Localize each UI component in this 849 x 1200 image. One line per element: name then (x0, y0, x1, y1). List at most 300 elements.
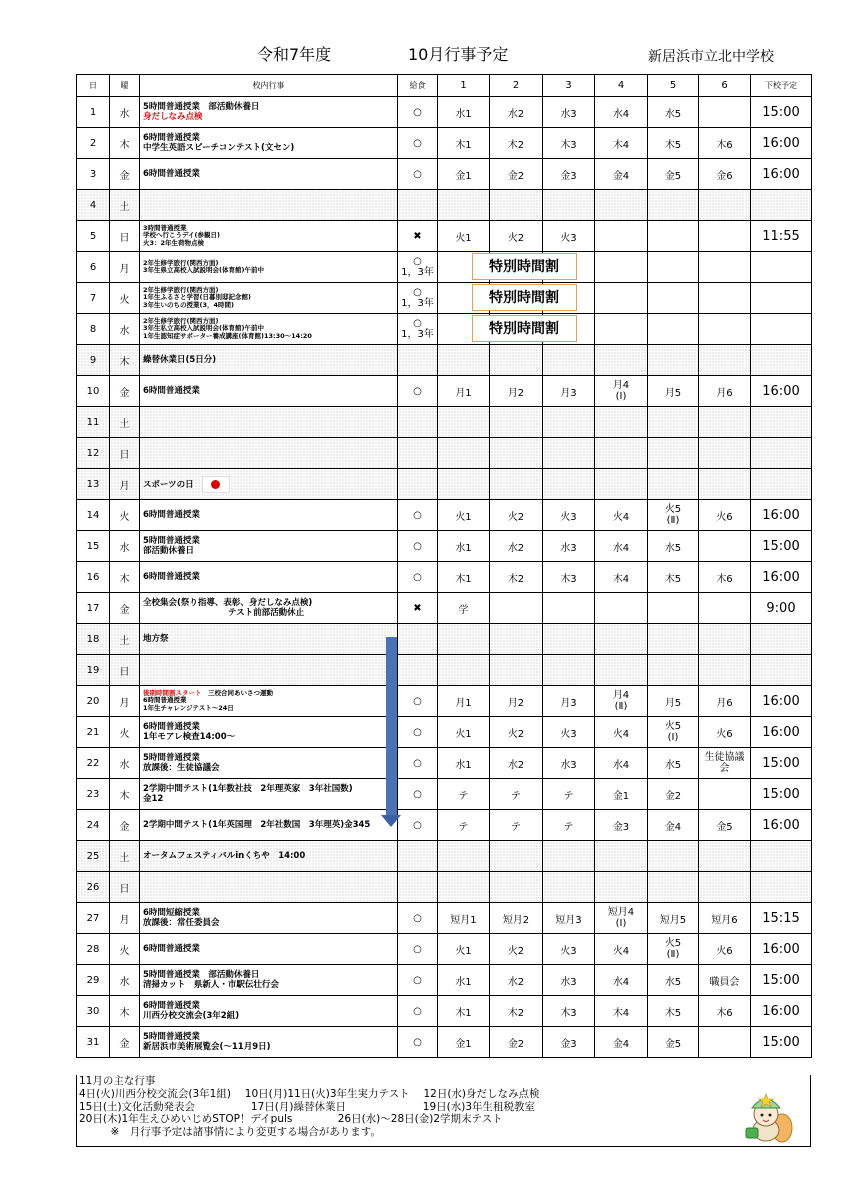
event-cell (140, 438, 398, 469)
schedule-table (76, 74, 812, 1058)
table-row (77, 376, 812, 407)
period-3-cell: テ (543, 810, 595, 841)
dismissal-time: 16:00 (751, 810, 812, 841)
event-cell (140, 469, 398, 500)
period-1-cell (438, 407, 490, 438)
period-3-cell (543, 438, 595, 469)
dismissal-time (751, 624, 812, 655)
period-1-cell: テ (438, 779, 490, 810)
meal-mark: ○ (413, 819, 422, 831)
table-row (77, 407, 812, 438)
event-cell (140, 996, 398, 1027)
footer-line: 15日(土)文化活動発表会 17日(月)繰替休業日 19日(水)3年生租税教室 (79, 1100, 536, 1113)
period-4-cell: 水4 (595, 748, 648, 779)
period-2-cell: 火2 (490, 717, 543, 748)
period-5-cell (648, 872, 699, 903)
day-number: 27 (77, 903, 110, 934)
dismissal-time (751, 345, 812, 376)
event-line: 6時間普通授業 (143, 386, 200, 396)
period-1-cell: 水1 (438, 748, 490, 779)
event-line: 6時間普通授業 (143, 572, 200, 582)
period-subject: 月4 (612, 380, 630, 391)
day-of-week: 月 (110, 469, 140, 500)
day-of-week: 水 (110, 314, 140, 345)
period-3-cell: 火3 (543, 221, 595, 252)
period-3-cell: 金3 (543, 159, 595, 190)
period-3-cell: 水3 (543, 965, 595, 996)
event-cell (140, 934, 398, 965)
period-6-cell (699, 283, 751, 314)
period-4-cell (595, 314, 648, 345)
period-5-cell: 金2 (648, 779, 699, 810)
school-name: 新居浜市立北中学校 (648, 49, 774, 65)
day-of-week: 金 (110, 593, 140, 624)
event-cell (140, 97, 398, 128)
table-row (77, 190, 812, 221)
event-line-rest: 三校合同あいさつ運動 (201, 688, 273, 697)
meal-cell (398, 128, 438, 159)
event-cell (140, 779, 398, 810)
day-of-week: 木 (110, 779, 140, 810)
meal-mark: ○ (413, 287, 422, 298)
dismissal-time: 15:00 (751, 748, 812, 779)
period-1-cell (438, 624, 490, 655)
meal-cell (398, 221, 438, 252)
dismissal-time: 9:00 (751, 593, 812, 624)
dismissal-time: 15:15 (751, 903, 812, 934)
period-6-cell (699, 1027, 751, 1058)
meal-grades: 1，3年 (401, 298, 434, 309)
day-of-week: 日 (110, 438, 140, 469)
period-5-cell: 月5 (648, 376, 699, 407)
period-5-cell (648, 841, 699, 872)
event-line: オータムフェスティバルinくちや 14:00 (143, 851, 306, 861)
day-number: 7 (77, 283, 110, 314)
period-1-cell: 学 (438, 593, 490, 624)
event-cell (140, 376, 398, 407)
day-number: 2 (77, 128, 110, 159)
table-row (77, 841, 812, 872)
table-row (77, 283, 812, 314)
event-cell (140, 841, 398, 872)
period-1-cell (438, 345, 490, 376)
table-row (77, 748, 812, 779)
period-note: 会 (719, 763, 730, 774)
period-6-cell (699, 748, 751, 779)
period-1-cell: 月1 (438, 376, 490, 407)
event-line: 身だしなみ点検 (143, 112, 203, 122)
meal-cell (398, 996, 438, 1027)
period-subject: 短月4 (607, 907, 635, 918)
day-number: 15 (77, 531, 110, 562)
event-cell (140, 159, 398, 190)
day-of-week: 月 (110, 252, 140, 283)
day-number: 18 (77, 624, 110, 655)
period-4-cell (595, 221, 648, 252)
period-6-cell (699, 190, 751, 221)
meal-mark: ○ (413, 256, 422, 267)
table-row (77, 159, 812, 190)
event-line: 6時間普通授業 (143, 696, 187, 705)
period-6-cell (699, 531, 751, 562)
table-row (77, 934, 812, 965)
period-2-cell: 短月2 (490, 903, 543, 934)
meal-mark: ○ (413, 318, 422, 329)
special-schedule-box: 特別時間割 (472, 253, 577, 280)
day-number: 29 (77, 965, 110, 996)
period-3-cell: 水3 (543, 97, 595, 128)
period-4-cell (595, 469, 648, 500)
footer-line: 20日(木)1年生えひめいじめSTOP！デイpuls 26日(水)～28日(金)2学期末テスト (79, 1113, 503, 1126)
period-4-cell (595, 190, 648, 221)
header-meal: 給食 (398, 75, 438, 97)
period-1-cell: 金1 (438, 159, 490, 190)
period-3-cell (543, 655, 595, 686)
test-period-arrow (386, 637, 397, 819)
header-dow: 曜 (110, 75, 140, 97)
day-of-week: 月 (110, 686, 140, 717)
period-subject: 火5 (664, 938, 682, 949)
day-of-week: 日 (110, 221, 140, 252)
meal-cell (398, 283, 438, 314)
event-line: 1年生チャレンジテスト～24日 (143, 703, 234, 712)
period-4-cell: 金1 (595, 779, 648, 810)
day-of-week: 金 (110, 810, 140, 841)
period-1-cell: 火1 (438, 717, 490, 748)
meal-mark: ✖ (413, 602, 422, 614)
day-number: 5 (77, 221, 110, 252)
dismissal-time (751, 655, 812, 686)
meal-cell (398, 903, 438, 934)
meal-mark: ✖ (413, 230, 422, 242)
day-number: 4 (77, 190, 110, 221)
period-4-cell (595, 686, 648, 717)
period-1-cell (438, 841, 490, 872)
event-cell (140, 128, 398, 159)
day-number: 8 (77, 314, 110, 345)
period-5-cell (648, 190, 699, 221)
day-number: 12 (77, 438, 110, 469)
event-line: 1年生認知症サポーター養成講座(体育館)13:30～14:20 (143, 331, 312, 340)
period-3-cell: 木3 (543, 128, 595, 159)
meal-mark: ○ (413, 540, 422, 552)
day-number: 20 (77, 686, 110, 717)
day-of-week: 日 (110, 655, 140, 686)
table-row (77, 500, 812, 531)
meal-cell (398, 252, 438, 283)
header-period-1: 1 (438, 75, 490, 97)
period-2-cell: テ (490, 810, 543, 841)
period-6-cell (699, 438, 751, 469)
period-3-cell (543, 469, 595, 500)
table-row (77, 252, 812, 283)
period-3-cell: 金3 (543, 1027, 595, 1058)
period-2-cell: 月2 (490, 376, 543, 407)
period-1-cell: 木1 (438, 128, 490, 159)
period-6-cell (699, 872, 751, 903)
day-number: 13 (77, 469, 110, 500)
event-cell (140, 314, 398, 345)
period-2-cell: 火2 (490, 934, 543, 965)
period-4-cell: 火4 (595, 717, 648, 748)
day-of-week: 土 (110, 407, 140, 438)
dismissal-time: 15:00 (751, 531, 812, 562)
meal-cell (398, 872, 438, 903)
day-of-week: 月 (110, 903, 140, 934)
period-4-cell (595, 624, 648, 655)
period-3-cell: 月3 (543, 686, 595, 717)
period-6-cell: 金6 (699, 159, 751, 190)
event-line: 放課後：生徒協議会 (143, 763, 220, 773)
meal-cell (398, 593, 438, 624)
period-note: (Ⅱ) (666, 515, 680, 526)
dismissal-time: 16:00 (751, 376, 812, 407)
table-row (77, 996, 812, 1027)
meal-cell (398, 841, 438, 872)
event-line: 6時間普通授業 (143, 169, 200, 179)
event-cell (140, 531, 398, 562)
period-6-cell: 火6 (699, 934, 751, 965)
meal-mark: ○ (413, 571, 422, 583)
dismissal-time (751, 438, 812, 469)
day-of-week: 火 (110, 500, 140, 531)
dismissal-time: 15:00 (751, 1027, 812, 1058)
dismissal-time: 16:00 (751, 500, 812, 531)
header-period-2: 2 (490, 75, 543, 97)
period-4-cell: 火4 (595, 934, 648, 965)
period-5-cell: 短月5 (648, 903, 699, 934)
meal-mark: ○ (413, 509, 422, 521)
dismissal-time: 16:00 (751, 686, 812, 717)
period-6-cell: 火6 (699, 500, 751, 531)
event-cell (140, 1027, 398, 1058)
period-6-cell: 月6 (699, 376, 751, 407)
period-5-cell (648, 314, 699, 345)
period-6-cell (699, 407, 751, 438)
meal-cell (398, 655, 438, 686)
meal-cell (398, 686, 438, 717)
event-line: 2年生修学旅行(関西方面) (143, 316, 219, 325)
period-5-cell (648, 283, 699, 314)
event-line: 5時間普通授業 部活動休養日 (143, 970, 260, 980)
event-line: 地方祭 (143, 634, 169, 644)
dismissal-time: 16:00 (751, 128, 812, 159)
period-2-cell: 水2 (490, 748, 543, 779)
day-number: 17 (77, 593, 110, 624)
table-row (77, 438, 812, 469)
period-6-cell: 木6 (699, 128, 751, 159)
period-6-cell: 火6 (699, 717, 751, 748)
period-4-cell (595, 872, 648, 903)
period-4-cell: 火4 (595, 500, 648, 531)
event-cell (140, 717, 398, 748)
table-row (77, 97, 812, 128)
day-number: 14 (77, 500, 110, 531)
period-3-cell (543, 624, 595, 655)
table-row (77, 624, 812, 655)
event-line: 1年モアレ検査14:00～ (143, 732, 236, 742)
period-5-cell: 木5 (648, 996, 699, 1027)
period-2-cell: 木2 (490, 128, 543, 159)
period-3-cell: 火3 (543, 717, 595, 748)
event-cell (140, 965, 398, 996)
period-1-cell: 火1 (438, 221, 490, 252)
period-subject: 火5 (664, 504, 682, 515)
day-number: 16 (77, 562, 110, 593)
meal-cell (398, 438, 438, 469)
event-line: 金12 (143, 794, 164, 804)
day-number: 31 (77, 1027, 110, 1058)
dismissal-time (751, 407, 812, 438)
event-line: 3年生県立高校入試説明会(体育館)午前中 (143, 266, 264, 274)
period-5-cell (648, 252, 699, 283)
period-3-cell: 短月3 (543, 903, 595, 934)
period-3-cell: 月3 (543, 376, 595, 407)
meal-cell (398, 469, 438, 500)
day-number: 11 (77, 407, 110, 438)
meal-cell (398, 624, 438, 655)
event-cell (140, 624, 398, 655)
period-note: (Ⅱ) (666, 949, 680, 960)
meal-mark: ○ (413, 1005, 422, 1017)
period-3-cell (543, 841, 595, 872)
table-row (77, 531, 812, 562)
meal-cell (398, 810, 438, 841)
event-cell (140, 345, 398, 376)
period-5-cell (648, 655, 699, 686)
period-3-cell: 水3 (543, 531, 595, 562)
day-of-week: 金 (110, 1027, 140, 1058)
period-2-cell: 木2 (490, 996, 543, 1027)
meal-cell (398, 314, 438, 345)
period-1-cell: 水1 (438, 965, 490, 996)
meal-cell (398, 965, 438, 996)
period-6-cell: 木6 (699, 996, 751, 1027)
dismissal-time: 11:55 (751, 221, 812, 252)
period-3-cell: 火3 (543, 500, 595, 531)
meal-mark: ○ (413, 1036, 422, 1048)
period-5-cell (648, 407, 699, 438)
period-5-cell: 月5 (648, 686, 699, 717)
event-line: 新居浜市美術展覧会(～11月9日) (143, 1042, 271, 1052)
period-1-cell: テ (438, 810, 490, 841)
period-2-cell (490, 655, 543, 686)
period-1-cell: 月1 (438, 686, 490, 717)
header-row (77, 75, 812, 97)
meal-mark: ○ (413, 974, 422, 986)
period-6-cell (699, 593, 751, 624)
event-line: 2年生修学旅行(関西方面) (143, 258, 219, 267)
meal-mark: ○ (413, 168, 422, 180)
period-6-cell (699, 469, 751, 500)
day-number: 30 (77, 996, 110, 1027)
period-4-cell (595, 407, 648, 438)
event-line: 5時間普通授業 (143, 536, 200, 546)
footer-note: ※ 月行事予定は諸事情により変更する場合があります。 (79, 1126, 381, 1139)
period-5-cell (648, 934, 699, 965)
table-row (77, 221, 812, 252)
event-line: 6時間普通授業 (143, 133, 200, 143)
dismissal-time: 16:00 (751, 934, 812, 965)
table-row (77, 717, 812, 748)
table-row (77, 469, 812, 500)
event-cell (140, 283, 398, 314)
meal-cell (398, 345, 438, 376)
table-row (77, 655, 812, 686)
arrow-head-icon (381, 815, 401, 827)
period-1-cell: 金1 (438, 1027, 490, 1058)
period-2-cell: 木2 (490, 562, 543, 593)
meal-cell (398, 159, 438, 190)
period-1-cell: 水1 (438, 531, 490, 562)
day-of-week: 土 (110, 841, 140, 872)
footer-title: 11月の主な行事 (79, 1075, 156, 1087)
period-4-cell: 水4 (595, 965, 648, 996)
period-2-cell (490, 872, 543, 903)
period-note: (Ⅰ) (615, 391, 627, 402)
period-6-cell (699, 314, 751, 345)
header-period-6: 6 (699, 75, 751, 97)
period-5-cell (648, 345, 699, 376)
day-number: 22 (77, 748, 110, 779)
period-4-cell: 金3 (595, 810, 648, 841)
period-3-cell: テ (543, 779, 595, 810)
day-of-week: 土 (110, 624, 140, 655)
period-2-cell (490, 593, 543, 624)
period-5-cell: 木5 (648, 562, 699, 593)
day-number: 25 (77, 841, 110, 872)
meal-cell (398, 779, 438, 810)
meal-grades: 1，3年 (401, 329, 434, 340)
table-row (77, 872, 812, 903)
period-note: (Ⅰ) (615, 918, 627, 929)
day-number: 23 (77, 779, 110, 810)
period-1-cell (438, 438, 490, 469)
day-of-week: 水 (110, 531, 140, 562)
dismissal-time (751, 872, 812, 903)
day-of-week: 木 (110, 562, 140, 593)
period-3-cell: 木3 (543, 996, 595, 1027)
period-subject: 生徒協議 (704, 752, 745, 763)
event-line: 1年生ふるさと学習(日暮別邸記念館) (143, 293, 251, 302)
event-line: 全校集会(祭り指導、表彰、身だしなみ点検) (143, 598, 313, 608)
meal-mark: ○ (413, 106, 422, 118)
event-line: 川西分校交流会(3年2組) (143, 1011, 240, 1021)
table-row (77, 965, 812, 996)
dismissal-time (751, 252, 812, 283)
event-cell (140, 500, 398, 531)
period-2-cell (490, 438, 543, 469)
header-day: 日 (77, 75, 110, 97)
day-of-week: 金 (110, 159, 140, 190)
table-row (77, 562, 812, 593)
period-4-cell (595, 593, 648, 624)
dismissal-time: 16:00 (751, 717, 812, 748)
meal-mark: ○ (413, 912, 422, 924)
period-6-cell (699, 841, 751, 872)
period-3-cell (543, 190, 595, 221)
period-6-cell (699, 97, 751, 128)
period-6-cell (699, 655, 751, 686)
event-line: 繰替休業日(5日分) (143, 355, 217, 365)
late-schedule-start-label: 後期時間割スタート (143, 688, 202, 697)
period-3-cell: 水3 (543, 748, 595, 779)
period-2-cell: 水2 (490, 965, 543, 996)
period-2-cell (490, 345, 543, 376)
period-1-cell: 水1 (438, 97, 490, 128)
day-number: 9 (77, 345, 110, 376)
meal-cell (398, 531, 438, 562)
